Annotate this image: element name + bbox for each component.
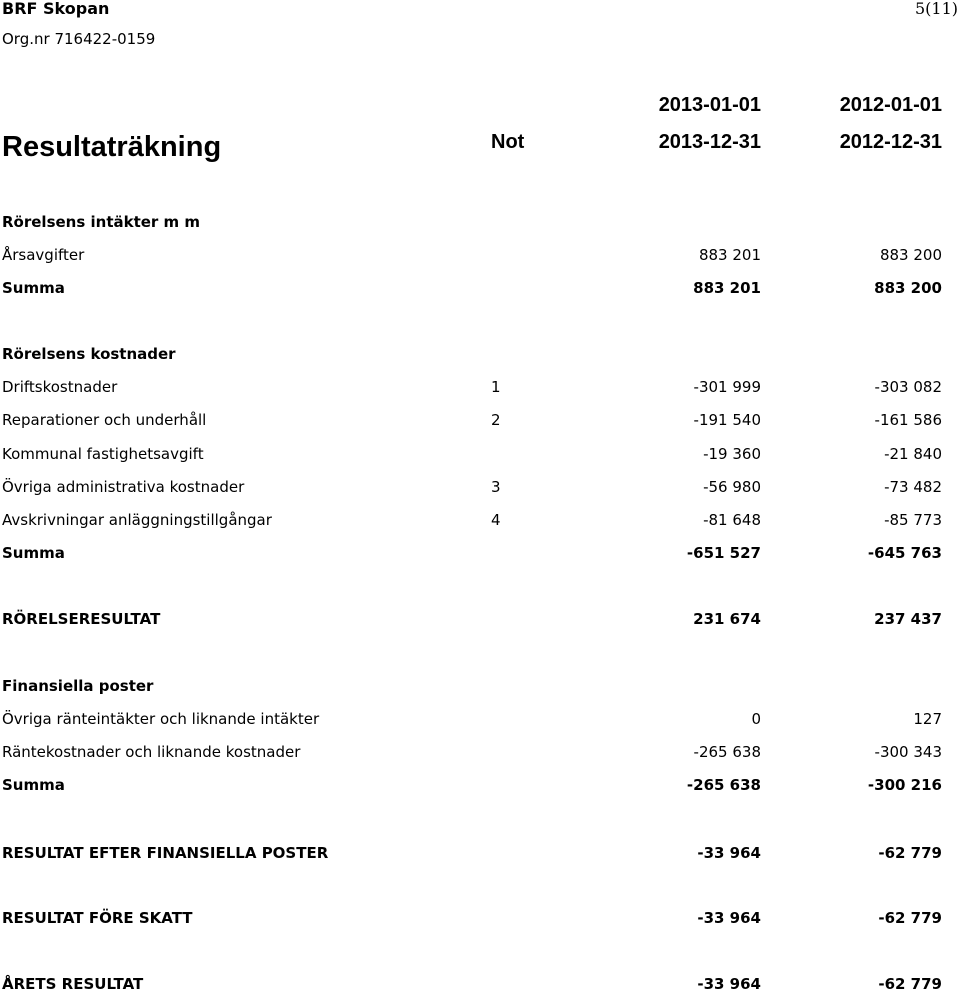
row-note: 3	[491, 478, 501, 496]
row-value-2013: 0	[751, 710, 761, 728]
organization-number: Org.nr 716422-0159	[2, 30, 156, 48]
page-title: Resultaträkning	[2, 131, 222, 163]
row-value-2013: -33 964	[697, 909, 761, 927]
section-heading-financial-items	[0, 675, 960, 697]
row-value-2012: 237 437	[874, 610, 942, 628]
row-note: 2	[491, 411, 501, 429]
row-label: Avskrivningar anläggningstillgångar	[2, 511, 272, 529]
table-row	[0, 376, 960, 398]
table-row	[0, 443, 960, 465]
row-label: Summa	[2, 279, 65, 297]
row-label: Övriga ränteintäkter och liknande intäkter	[2, 710, 320, 728]
row-label: Driftskostnader	[2, 378, 118, 396]
period2-to-header: 2012-12-31	[839, 131, 942, 153]
result-before-tax-row	[0, 907, 960, 929]
row-label: Årsavgifter	[2, 246, 85, 264]
row-value-2013: -265 638	[686, 776, 761, 794]
row-label: Finansiella poster	[2, 677, 154, 695]
row-value-2012: -161 586	[874, 411, 942, 429]
period1-to-header: 2013-12-31	[658, 131, 761, 153]
row-value-2012: -62 779	[878, 909, 942, 927]
table-row	[0, 708, 960, 730]
row-value-2013: -301 999	[693, 378, 761, 396]
row-label: RESULTAT EFTER FINANSIELLA POSTER	[2, 844, 329, 862]
table-row	[0, 409, 960, 431]
row-value-2012: 883 200	[879, 246, 942, 264]
row-note: 1	[491, 378, 501, 396]
operating-result-row	[0, 608, 960, 630]
row-value-2012: -303 082	[874, 378, 942, 396]
table-row	[0, 509, 960, 531]
result-after-financial-items-row	[0, 842, 960, 864]
row-value-2013: -19 360	[703, 445, 761, 463]
row-label: Kommunal fastighetsavgift	[2, 445, 204, 463]
row-value-2012: -21 840	[884, 445, 942, 463]
note-column-header: Not	[491, 131, 525, 153]
row-value-2013: 883 201	[693, 279, 761, 297]
row-value-2013: 231 674	[693, 610, 761, 628]
row-value-2012: -73 482	[884, 478, 942, 496]
row-value-2013: -33 964	[697, 844, 761, 862]
row-value-2013: -56 980	[703, 478, 761, 496]
subtotal-row	[0, 774, 960, 796]
row-value-2012: -300 343	[874, 743, 942, 761]
row-label: Rörelsens kostnader	[2, 345, 176, 363]
row-label: ÅRETS RESULTAT	[2, 975, 144, 993]
page-number: 5(11)	[914, 0, 958, 18]
subtotal-row	[0, 277, 960, 299]
row-value-2013: -651 527	[686, 544, 761, 562]
row-value-2012: -62 779	[878, 844, 942, 862]
period2-from-header: 2012-01-01	[839, 94, 942, 116]
row-value-2013: -265 638	[693, 743, 761, 761]
section-heading-operating-income	[0, 211, 960, 233]
subtotal-row	[0, 542, 960, 564]
row-label: Summa	[2, 776, 65, 794]
row-label: Övriga administrativa kostnader	[2, 478, 245, 496]
table-row	[0, 741, 960, 763]
row-label: RESULTAT FÖRE SKATT	[2, 909, 193, 927]
row-label: Rörelsens intäkter m m	[2, 213, 201, 231]
net-result-row	[0, 973, 960, 995]
table-row	[0, 244, 960, 266]
row-value-2013: -81 648	[703, 511, 761, 529]
row-value-2012: -85 773	[884, 511, 942, 529]
row-label: Reparationer och underhåll	[2, 411, 207, 429]
row-label: Summa	[2, 544, 65, 562]
row-label: RÖRELSERESULTAT	[2, 610, 161, 628]
row-value-2012: -62 779	[878, 975, 942, 993]
row-value-2013: -191 540	[693, 411, 761, 429]
table-row	[0, 476, 960, 498]
period1-from-header: 2013-01-01	[658, 94, 761, 116]
row-value-2012: 883 200	[874, 279, 942, 297]
row-value-2013: 883 201	[698, 246, 761, 264]
row-value-2012: -300 216	[867, 776, 942, 794]
row-note: 4	[491, 511, 501, 529]
section-heading-operating-costs	[0, 343, 960, 365]
organization-name: BRF Skopan	[2, 0, 110, 18]
row-label: Räntekostnader och liknande kostnader	[2, 743, 301, 761]
row-value-2013: -33 964	[697, 975, 761, 993]
row-value-2012: 127	[913, 710, 942, 728]
row-value-2012: -645 763	[867, 544, 942, 562]
